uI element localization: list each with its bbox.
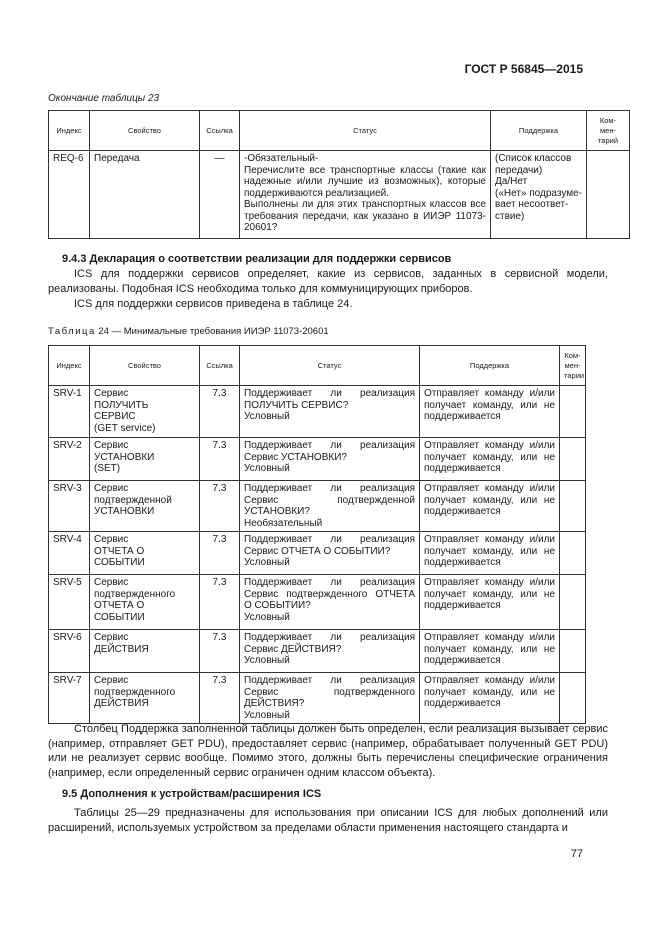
cell-status: -Обязательный- Перечислите все транспортные классы (такие как надежные и/или лучшие из возможных), которые поддерживаются реализацией. Выполнены ли для этих транспортных классов все требования передачи, как указано в ИИЭР 11073-20601? xyxy=(240,151,491,239)
cell-property: Сервис подтвержденной УСТАНОВКИ xyxy=(90,481,200,532)
table-row xyxy=(49,438,586,481)
cell-ref: 7.3 xyxy=(200,673,240,724)
cell-support: (Список классов передачи) Да/Нет («Нет» подразуме-вает несоответ-ствие) xyxy=(491,151,587,239)
cell-property: Сервис подтвержденного ДЕЙСТВИЯ xyxy=(90,673,200,724)
cell-ref: 7.3 xyxy=(200,438,240,481)
col-header-ref: Ссылка xyxy=(200,111,240,151)
cell-ref: 7.3 xyxy=(200,575,240,630)
cell-property: Сервис УСТАНОВКИ (SET) xyxy=(90,438,200,481)
cell-status: Поддерживает ли реализация ПОЛУЧИТЬ СЕРВИС? Условный xyxy=(240,386,420,438)
cell-comment xyxy=(560,386,586,438)
cell-ref: 7.3 xyxy=(200,386,240,438)
cell-index: SRV-4 xyxy=(49,532,90,575)
cell-ref: 7.3 xyxy=(200,532,240,575)
cell-ref: 7.3 xyxy=(200,481,240,532)
cell-ref: — xyxy=(200,151,240,239)
cell-support: Отправляет команду и/или получает команду, или не поддерживается xyxy=(420,532,560,575)
cell-index: SRV-3 xyxy=(49,481,90,532)
col-header-status: Статус xyxy=(240,111,491,151)
table-row xyxy=(49,673,586,724)
table23-caption: Окончание таблицы 23 xyxy=(48,93,160,104)
cell-comment xyxy=(560,481,586,532)
section-9-4-3-paragraph-1: ICS для поддержки сервисов определяет, какие из сервисов, заданных в сервисной модели, реализованы. Подобная ICS необходима только для коммуницирующих приборов. xyxy=(48,268,608,295)
cell-comment xyxy=(560,438,586,481)
cell-index: SRV-5 xyxy=(49,575,90,630)
cell-comment xyxy=(560,575,586,630)
cell-index: REQ-6 xyxy=(49,151,90,239)
col-header-status: Статус xyxy=(240,346,420,386)
table24-caption-title: 24 — Минимальные требования ИИЭР 11073-20601 xyxy=(95,326,329,337)
section-9-5-paragraph-1: Таблицы 25—29 предназначены для использования при описании ICS для любых дополнений или расширений, используемых устройством за пределами области применения настоящего стандарта и xyxy=(48,807,608,834)
col-header-support: Поддержка xyxy=(491,111,587,151)
document-number: ГОСТ Р 56845—2015 xyxy=(464,62,583,76)
table-row xyxy=(49,630,586,673)
col-header-property: Свойство xyxy=(90,111,200,151)
col-header-ref: Ссылка xyxy=(200,346,240,386)
table23-header-row xyxy=(49,111,630,151)
cell-status: Поддерживает ли реализация Сервис подтвержденного ДЕЙСТВИЯ? Условный xyxy=(240,673,420,724)
cell-ref: 7.3 xyxy=(200,630,240,673)
col-header-comment: Ком- мен- тарий xyxy=(587,111,630,151)
table-row xyxy=(49,532,586,575)
cell-property: Сервис ОТЧЕТА О СОБЫТИИ xyxy=(90,532,200,575)
cell-support: Отправляет команду и/или получает команду, или не поддерживается xyxy=(420,481,560,532)
cell-status: Поддерживает ли реализация Сервис УСТАНОВКИ? Условный xyxy=(240,438,420,481)
section-9-5-heading: 9.5 Дополнения к устройствам/расширения ICS xyxy=(62,788,322,800)
table24-caption xyxy=(48,326,329,337)
cell-property: Передача xyxy=(90,151,200,239)
col-header-property: Свойство xyxy=(90,346,200,386)
cell-status: Поддерживает ли реализация Сервис подтвержденного ОТЧЕТА О СОБЫТИИ? Условный xyxy=(240,575,420,630)
section-9-4-3-heading: 9.4.3 Декларация о соответствии реализации для поддержки сервисов xyxy=(62,253,452,265)
cell-index: SRV-7 xyxy=(49,673,90,724)
table-row xyxy=(49,575,586,630)
table-24 xyxy=(48,345,586,724)
page-number: 77 xyxy=(570,848,583,860)
cell-status: Поддерживает ли реализация Сервис подтвержденной УСТАНОВКИ? Необязательный xyxy=(240,481,420,532)
cell-property: Сервис ПОЛУЧИТЬ СЕРВИС (GET service) xyxy=(90,386,200,438)
table24-header-row xyxy=(49,346,586,386)
cell-support: Отправляет команду и/или получает команду, или не поддерживается xyxy=(420,673,560,724)
cell-status: Поддерживает ли реализация Сервис ДЕЙСТВИЯ? Условный xyxy=(240,630,420,673)
cell-support: Отправляет команду и/или получает команду, или не поддерживается xyxy=(420,630,560,673)
cell-support: Отправляет команду и/или получает команду, или не поддерживается xyxy=(420,386,560,438)
cell-comment xyxy=(587,151,630,239)
table-row xyxy=(49,151,630,239)
cell-comment xyxy=(560,532,586,575)
cell-support: Отправляет команду и/или получает команду, или не поддерживается xyxy=(420,438,560,481)
col-header-index: Индекс xyxy=(49,111,90,151)
col-header-support: Поддержка xyxy=(420,346,560,386)
cell-index: SRV-6 xyxy=(49,630,90,673)
support-column-paragraph: Столбец Поддержка заполненной таблицы должен быть определен, если реализация вызывает сервис (например, отправляет GET PDU), предоставляет сервис (например, обрабатывает полученный GET PDU) или не реализует сервис вообще. Помимо этого, должны быть перечислены специфические ограничения (например, если определенный сервис ограничен одним классом объекта). xyxy=(48,723,608,779)
cell-index: SRV-2 xyxy=(49,438,90,481)
cell-status: Поддерживает ли реализация Сервис ОТЧЕТА О СОБЫТИИ? Условный xyxy=(240,532,420,575)
table24-caption-label: Таблица xyxy=(48,326,96,337)
table-23 xyxy=(48,110,630,239)
cell-support: Отправляет команду и/или получает команду, или не поддерживается xyxy=(420,575,560,630)
col-header-comment: Ком- мен- тарии xyxy=(560,346,586,386)
table-row xyxy=(49,481,586,532)
table-row xyxy=(49,386,586,438)
cell-property: Сервис ДЕЙСТВИЯ xyxy=(90,630,200,673)
cell-comment xyxy=(560,630,586,673)
cell-property: Сервис подтвержденного ОТЧЕТА О СОБЫТИИ xyxy=(90,575,200,630)
col-header-index: Индекс xyxy=(49,346,90,386)
section-9-4-3-paragraph-2: ICS для поддержки сервисов приведена в таблице 24. xyxy=(74,298,353,310)
cell-index: SRV-1 xyxy=(49,386,90,438)
cell-comment xyxy=(560,673,586,724)
